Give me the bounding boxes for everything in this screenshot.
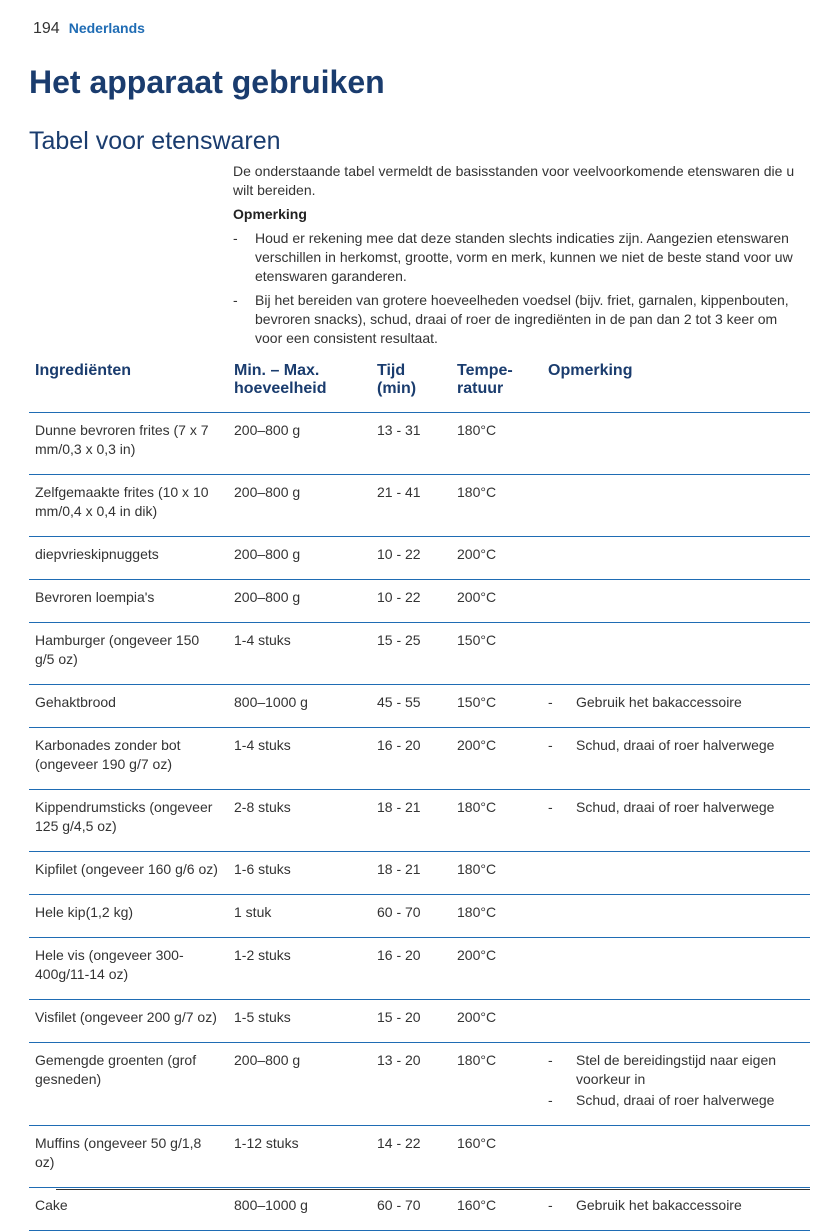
header-ingredient: Ingrediënten [29, 358, 228, 413]
cell-time: 13 - 20 [371, 1043, 451, 1126]
cell-remark [542, 1126, 810, 1188]
cell-amount: 2-8 stuks [228, 790, 371, 852]
cell-amount: 200–800 g [228, 1043, 371, 1126]
cell-remark [542, 475, 810, 537]
cell-time: 15 - 25 [371, 623, 451, 685]
cell-temperature: 160°C [451, 1126, 542, 1188]
cell-ingredient: Hamburger (ongeveer 150 g/5 oz) [29, 623, 228, 685]
food-settings-table [29, 358, 810, 1231]
cell-temperature: 160°C [451, 1188, 542, 1231]
header-temperature: Tempe- ratuur [451, 358, 542, 413]
cell-time: 18 - 21 [371, 852, 451, 895]
remark-item [548, 1091, 804, 1110]
cell-ingredient: Hele vis (ongeveer 300-400g/11-14 oz) [29, 938, 228, 1000]
cell-temperature: 180°C [451, 790, 542, 852]
table-header-row [29, 358, 810, 413]
table-row [29, 1126, 810, 1188]
note-bullet-text: Bij het bereiden van grotere hoeveelheden voedsel (bijv. friet, garnalen, kippenbouten, bevroren snacks), schud, draai of roer de ingrediënten in de pan dan 2 tot 3 keer om voor een consistent resultaat. [255, 292, 789, 346]
table-row [29, 623, 810, 685]
table-row [29, 895, 810, 938]
remark-text: Schud, draai of roer halverwege [576, 799, 775, 815]
cell-amount: 1 stuk [228, 895, 371, 938]
table-row [29, 580, 810, 623]
cell-ingredient: Gemengde groenten (grof gesneden) [29, 1043, 228, 1126]
remark-text: Gebruik het bakaccessoire [576, 1197, 742, 1213]
cell-ingredient: Muffins (ongeveer 50 g/1,8 oz) [29, 1126, 228, 1188]
cell-ingredient: Bevroren loempia's [29, 580, 228, 623]
table-row [29, 537, 810, 580]
cell-temperature: 180°C [451, 1043, 542, 1126]
remark-text: Gebruik het bakaccessoire [576, 694, 742, 710]
cell-ingredient: Hele kip(1,2 kg) [29, 895, 228, 938]
intro-block [233, 162, 808, 353]
bullet-dash: - [548, 1197, 553, 1213]
cell-amount: 1-5 stuks [228, 1000, 371, 1043]
cell-time: 60 - 70 [371, 1188, 451, 1231]
page-header [33, 20, 145, 42]
cell-ingredient: Kipfilet (ongeveer 160 g/6 oz) [29, 852, 228, 895]
cell-temperature: 200°C [451, 1000, 542, 1043]
table-row [29, 1000, 810, 1043]
page-number: 194 [33, 20, 60, 37]
note-bullet [233, 229, 808, 286]
table-row [29, 728, 810, 790]
cell-amount: 1-4 stuks [228, 623, 371, 685]
cell-remark [542, 790, 810, 852]
cell-time: 15 - 20 [371, 1000, 451, 1043]
cell-amount: 800–1000 g [228, 1188, 371, 1231]
table-row [29, 938, 810, 1000]
cell-amount: 800–1000 g [228, 685, 371, 728]
cell-remark [542, 623, 810, 685]
cell-temperature: 180°C [451, 413, 542, 475]
table-row [29, 852, 810, 895]
remark-item [548, 693, 804, 712]
page-title: Het apparaat gebruiken [29, 64, 385, 100]
remark-text: Schud, draai of roer halverwege [576, 1092, 775, 1108]
intro-text: De onderstaande tabel vermeldt de basisstanden voor veelvoorkomende etenswaren die u wilt bereiden. [233, 163, 795, 198]
header-amount: Min. – Max. hoeveelheid [228, 358, 371, 413]
cell-ingredient: Kippendrumsticks (ongeveer 125 g/4,5 oz) [29, 790, 228, 852]
remark-text: Schud, draai of roer halverwege [576, 737, 775, 753]
cell-time: 10 - 22 [371, 580, 451, 623]
cell-temperature: 200°C [451, 580, 542, 623]
cell-remark [542, 1188, 810, 1231]
cell-time: 60 - 70 [371, 895, 451, 938]
cell-temperature: 180°C [451, 852, 542, 895]
cell-temperature: 150°C [451, 623, 542, 685]
cell-time: 16 - 20 [371, 728, 451, 790]
cell-amount: 200–800 g [228, 475, 371, 537]
cell-time: 13 - 31 [371, 413, 451, 475]
cell-ingredient: Dunne bevroren frites (7 x 7 mm/0,3 x 0,3 in) [29, 413, 228, 475]
cell-remark [542, 852, 810, 895]
table-row [29, 1188, 810, 1231]
remark-item [548, 798, 804, 817]
bullet-dash: - [548, 737, 553, 753]
section-title: Tabel voor etenswaren [29, 127, 281, 155]
cell-temperature: 150°C [451, 685, 542, 728]
cell-amount: 200–800 g [228, 580, 371, 623]
cell-temperature: 200°C [451, 728, 542, 790]
cell-remark [542, 728, 810, 790]
cell-time: 16 - 20 [371, 938, 451, 1000]
table-row [29, 413, 810, 475]
header-time: Tijd (min) [371, 358, 451, 413]
cell-amount: 1-12 stuks [228, 1126, 371, 1188]
bullet-dash: - [233, 292, 238, 308]
cell-remark [542, 895, 810, 938]
cell-time: 21 - 41 [371, 475, 451, 537]
remark-text: Stel de bereidingstijd naar eigen voorkeur in [576, 1052, 777, 1087]
footer-rule [56, 1189, 810, 1190]
cell-temperature: 180°C [451, 895, 542, 938]
cell-ingredient: Karbonades zonder bot (ongeveer 190 g/7 oz) [29, 728, 228, 790]
cell-ingredient: Cake [29, 1188, 228, 1231]
cell-time: 14 - 22 [371, 1126, 451, 1188]
cell-temperature: 200°C [451, 537, 542, 580]
language-label: Nederlands [68, 20, 145, 36]
remark-item [548, 736, 804, 755]
cell-time: 45 - 55 [371, 685, 451, 728]
bullet-dash: - [548, 1092, 553, 1108]
cell-amount: 1-4 stuks [228, 728, 371, 790]
table-row [29, 1043, 810, 1126]
cell-ingredient: Gehaktbrood [29, 685, 228, 728]
cell-time: 10 - 22 [371, 537, 451, 580]
note-bullet-text: Houd er rekening mee dat deze standen slechts indicaties zijn. Aangezien etenswaren verschillen in herkomst, grootte, vorm en merk, kunnen we niet de beste stand voor uw etenswaren garanderen. [255, 230, 793, 284]
cell-remark [542, 685, 810, 728]
cell-temperature: 200°C [451, 938, 542, 1000]
table-row [29, 790, 810, 852]
cell-remark [542, 938, 810, 1000]
cell-amount: 1-6 stuks [228, 852, 371, 895]
bullet-dash: - [233, 230, 238, 246]
header-remark: Opmerking [542, 358, 810, 413]
cell-ingredient: diepvrieskipnuggets [29, 537, 228, 580]
remark-item [548, 1051, 804, 1089]
cell-ingredient: Zelfgemaakte frites (10 x 10 mm/0,4 x 0,4 in dik) [29, 475, 228, 537]
bullet-dash: - [548, 694, 553, 710]
table-body [29, 413, 810, 1231]
table-row [29, 475, 810, 537]
cell-remark [542, 413, 810, 475]
cell-remark [542, 537, 810, 580]
note-bullets [233, 229, 808, 348]
note-label: Opmerking [233, 206, 307, 222]
note-bullet [233, 291, 808, 348]
cell-remark [542, 1000, 810, 1043]
bullet-dash: - [548, 1052, 553, 1068]
cell-amount: 200–800 g [228, 413, 371, 475]
table-row [29, 685, 810, 728]
cell-time: 18 - 21 [371, 790, 451, 852]
cell-amount: 200–800 g [228, 537, 371, 580]
bullet-dash: - [548, 799, 553, 815]
remark-item [548, 1196, 804, 1215]
cell-remark [542, 580, 810, 623]
cell-remark [542, 1043, 810, 1126]
cell-temperature: 180°C [451, 475, 542, 537]
cell-amount: 1-2 stuks [228, 938, 371, 1000]
cell-ingredient: Visfilet (ongeveer 200 g/7 oz) [29, 1000, 228, 1043]
